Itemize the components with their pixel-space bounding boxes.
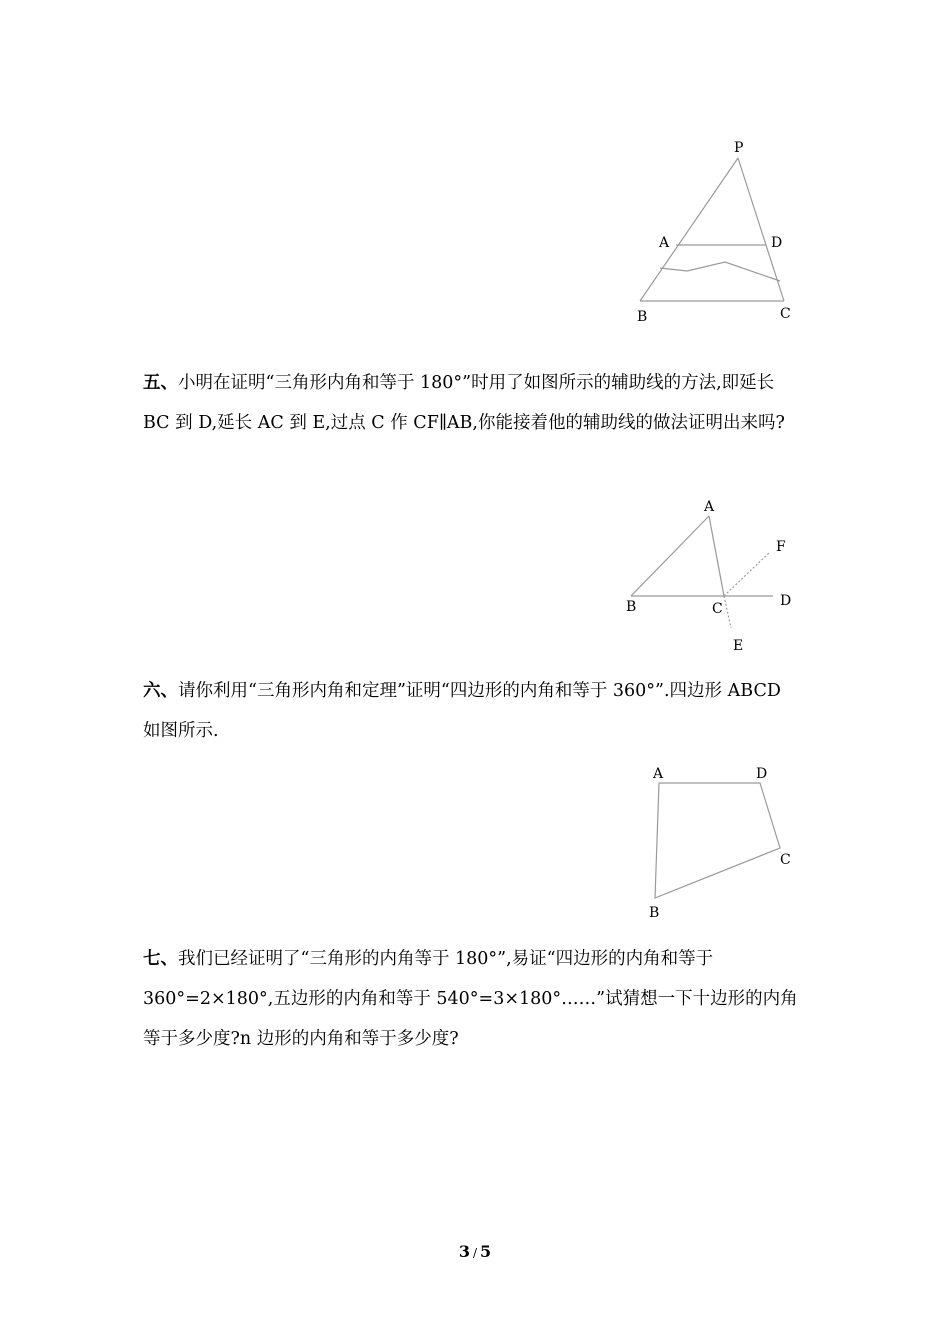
figure-trapezoid xyxy=(625,135,805,330)
problem-7-text: 我们已经证明了“三角形的内角等于 180°”,易证“四边形的内角和等于 360°=2×180°,五边形的内角和等于 540°=3×180°……”试猜想一下十边形的内角等于多少度?n 边形的内角和等于多少度? xyxy=(143,949,798,1049)
label-a: A xyxy=(653,766,664,782)
label-c: C xyxy=(780,852,791,868)
label-d: D xyxy=(780,593,792,609)
page-current: 3 xyxy=(458,1242,470,1261)
problem-7 xyxy=(143,939,798,1059)
extension-ce xyxy=(724,596,731,628)
problem-6-text: 请你利用“三角形内角和定理”证明“四边形的内角和等于 360°”.四边形 ABCD 如图所示. xyxy=(143,681,781,741)
edge-ae xyxy=(709,516,724,596)
page-number xyxy=(0,1242,950,1261)
label-c: C xyxy=(712,601,723,617)
problem-5-number: 五、 xyxy=(143,373,178,393)
problem-5-text: 小明在证明“三角形内角和等于 180°”时用了如图所示的辅助线的方法,即延长 BC 到 D,延长 AC 到 E,过点 C 作 CF∥AB,你能接着他的辅助线的做法证明出来吗? xyxy=(143,373,785,433)
figure-quadrilateral xyxy=(640,760,805,925)
figure-triangle xyxy=(620,495,805,660)
label-a: A xyxy=(659,235,670,251)
label-c: C xyxy=(780,306,791,322)
edge-ab xyxy=(631,516,709,596)
label-e: E xyxy=(733,638,744,654)
page-separator: / xyxy=(472,1246,478,1260)
problem-6-number: 六、 xyxy=(143,681,178,701)
label-f: F xyxy=(776,539,786,555)
problem-7-number: 七、 xyxy=(143,949,178,969)
label-d: D xyxy=(756,766,768,782)
problem-6 xyxy=(143,671,798,751)
label-b: B xyxy=(649,905,660,921)
line-cf xyxy=(724,552,770,596)
broken-cut-line xyxy=(660,262,780,281)
quadrilateral-abcd xyxy=(655,783,780,898)
label-d: D xyxy=(771,235,783,251)
label-a: A xyxy=(704,499,715,515)
edge-pb xyxy=(640,158,738,301)
label-b: B xyxy=(637,309,648,325)
problem-5 xyxy=(143,363,798,443)
label-p: P xyxy=(734,140,744,156)
page-total: 5 xyxy=(480,1242,492,1261)
label-b: B xyxy=(626,599,637,615)
